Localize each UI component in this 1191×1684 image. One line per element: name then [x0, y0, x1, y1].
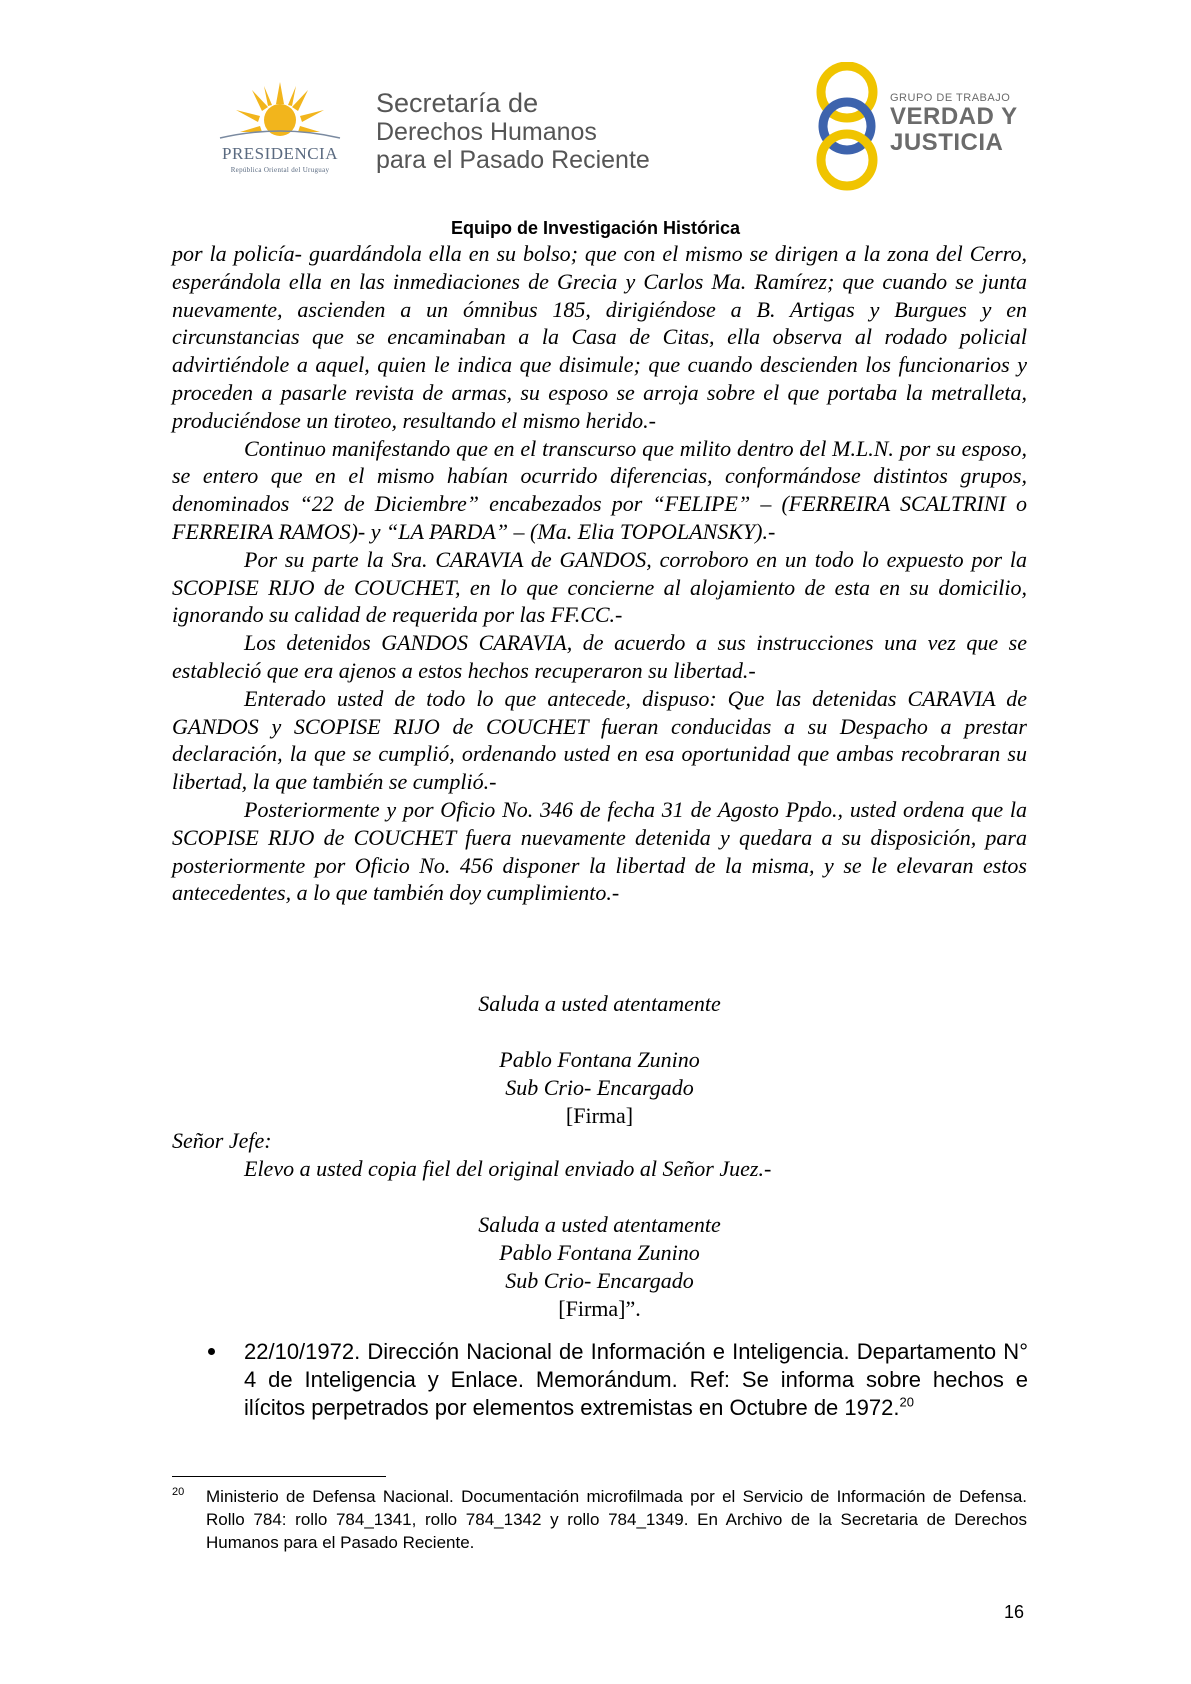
signature-name: Pablo Fontana Zunino — [499, 1240, 700, 1265]
signature-title: Sub Crio- Encargado — [505, 1075, 694, 1100]
bullet-text — [244, 1338, 1028, 1422]
body-text — [172, 240, 1027, 907]
elevo-text: Elevo a usted copia fiel del original enviado al Señor Juez.- — [244, 1156, 772, 1181]
rings-icon — [812, 62, 882, 192]
signature-title: Sub Crio- Encargado — [505, 1268, 694, 1293]
team-title: Equipo de Investigación Histórica — [450, 218, 741, 238]
footnote-text: Ministerio de Defensa Nacional. Documentación microfilmada por el Servicio de Información de Defensa. Rollo 784: rollo 784_1341, rollo 784_1342 y rollo 784_1349. En Archivo de la Secretaria de Derechos Humanos para el Pasado Reciente. — [206, 1487, 1027, 1552]
grupo-small-label: GRUPO DE TRABAJO — [890, 92, 1011, 104]
verdad-justicia-logo — [812, 62, 1032, 192]
signature-block-2 — [172, 1211, 1027, 1323]
signature-name: Pablo Fontana Zunino — [499, 1047, 700, 1072]
signature-greeting: Saluda a usted atentamente — [478, 991, 721, 1016]
presidencia-logo — [200, 80, 360, 180]
signature-firma: [Firma]”. — [558, 1296, 641, 1321]
secretaria-line1: Secretaría de — [376, 88, 539, 118]
page-header — [0, 0, 1191, 200]
secretaria-title — [376, 88, 650, 174]
paragraph: Los detenidos GANDOS CARAVIA, de acuerdo a sus instrucciones una vez que se estableció que era ajenos a estos hechos recuperaron su libertad.- — [172, 630, 1027, 683]
signature-greeting: Saluda a usted atentamente — [478, 1212, 721, 1237]
page-number: 16 — [1004, 1602, 1025, 1622]
paragraph: por la policía- guardándola ella en su bolso; que con el mismo se dirigen a la zona del Cerro, esperándola ella en las inmediaciones de Grecia y Carlos Ma. Ramírez; que cuando se junta nuevamente, ascienden a un ómnibus 185, dirigiéndose a B. Artigas y Burgues y en circunstancias que se encaminaban a la Casa de Citas, ella observa al rodado policial advirtiéndole a aquel, quien le indica que disimule; que cuando descienden los funcionarios y proceden a pasarle revista de armas, su esposo se arroja sobre el que portaba la metralleta, produciéndose un tiroteo, resultando el mismo herido.- — [172, 241, 1027, 433]
grupo-line1: VERDAD Y — [890, 103, 1018, 130]
secretaria-line2: Derechos Humanos — [376, 118, 597, 146]
bullet-text-content: 22/10/1972. Dirección Nacional de Información e Inteligencia. Departamento N° 4 de Inteligencia y Enlace. Memorándum. Ref: Se informa sobre hechos e ilícitos perpetrados por elementos extremistas en Octubre de 1972. — [244, 1339, 1028, 1420]
paragraph: Continuo manifestando que en el transcurso que milito dentro del M.L.N. por su esposo, se entero que en el mismo habían ocurrido diferencias, conformándose distintos grupos, denominados “22 de Diciembre” encabezados por “FELIPE” – (FERREIRA SCALTRINI o FERREIRA RAMOS)- y “LA PARDA” – (Ma. Elia TOPOLANSKY).- — [172, 435, 1027, 544]
paragraph: Enterado usted de todo lo que antecede, dispuso: Que las detenidas CARAVIA de GANDOS y SCOPISE RIJO de COUCHET fueran conducidas a su Despacho a prestar declaración, la que se cumplió, ordenando usted en esa oportunidad que ambas recobraran su libertad, la que también se cumplió.- — [172, 685, 1027, 795]
paragraph: Por su parte la Sra. CARAVIA de GANDOS, corroboro en un todo lo expuesto por la SCOPISE RIJO de COUCHET, en lo que concierne al alojamiento de esta en su domicilio, ignorando su calidad de requerida por las FF.CC.- — [172, 546, 1027, 628]
secretaria-line3: para el Pasado Reciente — [376, 146, 650, 174]
bullet-icon — [208, 1348, 215, 1355]
grupo-line2: JUSTICIA — [890, 129, 1004, 156]
sun-icon — [200, 80, 360, 150]
presidencia-label: PRESIDENCIA — [221, 144, 338, 163]
footnote-number: 20 — [172, 1486, 185, 1498]
paragraph: Posteriormente y por Oficio No. 346 de fecha 31 de Agosto Ppdo., usted ordena que la SCOPISE RIJO de COUCHET fuera nuevamente detenida y quedara a su disposición, para posteriormente por Oficio No. 456 disponer la libertad de la misma, y se le elevaran estos antecedentes, a lo que también doy cumplimiento.- — [172, 796, 1027, 906]
verdad-justicia-text — [890, 92, 1018, 156]
signature-firma: [Firma] — [565, 1103, 634, 1128]
signature-block-1 — [172, 990, 1027, 1130]
footnote-divider — [172, 1476, 386, 1477]
presidencia-sub-label: República Oriental del Uruguay — [230, 166, 330, 174]
footnote-ref[interactable]: 20 — [899, 1394, 914, 1410]
addressee: Señor Jefe: — [172, 1128, 272, 1153]
